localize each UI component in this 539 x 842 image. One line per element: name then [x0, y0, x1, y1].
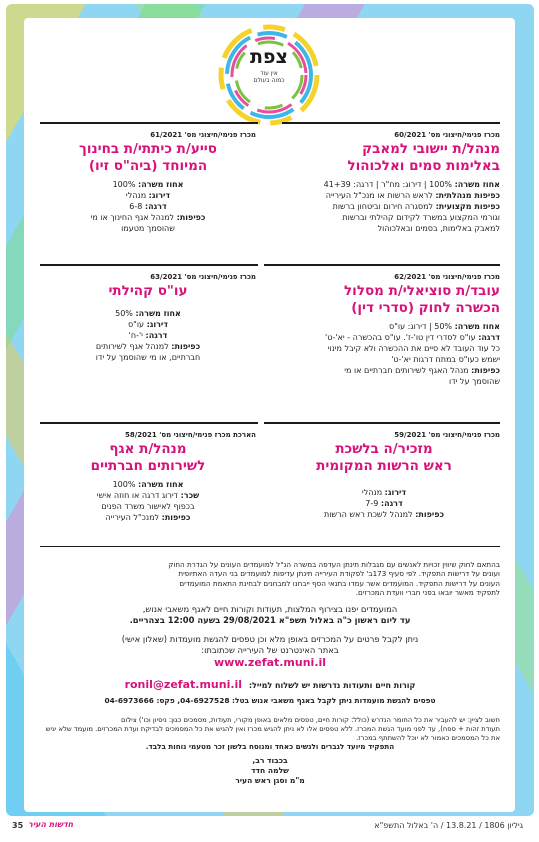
tender-title-line: המיוחד (ביה"ס זיו): [88, 158, 208, 174]
tender-detail: כפיפות: למנכ"ל העירייה: [105, 513, 191, 522]
tender-number: מכרז פנימי/חיצוני מס' 62/2021: [394, 273, 500, 281]
tender-detail: אחוז משרה: 100%: [112, 480, 184, 489]
divider: [40, 422, 258, 424]
tender-title-line: עובד/ת סוציאלי/ת מסלול: [344, 283, 500, 299]
divider: [40, 122, 258, 124]
tender-title-line: מנהל/ת יישובי למאבק: [362, 141, 500, 157]
tender-card-58: [40, 431, 256, 523]
tender-detail: בכפוף לאישור משרד הפנים: [101, 502, 195, 511]
important-line: תעודת זהות + ספח), עד לפני מועד הגשת המכרז. ללא טפסים אלו לא ניתן להגיש מכרז ואין להגיש את כל המסמכים לבדיקת ועדת המכרזים. מועמד שלא יגיש את כל המסמכים כאמור לא יוכל להשתתף במכרז.: [45, 725, 500, 742]
divider: [282, 122, 500, 124]
tender-detail: אחוז משרה: 100%: [112, 180, 184, 189]
tender-title-line: עו"ס קהילתי: [108, 283, 188, 299]
tender-card-59: [268, 431, 500, 520]
tender-detail: אחוז משרה: 100% | דירוג: מח"ר | דרגה: 41+39: [323, 180, 500, 189]
website-link[interactable]: www.zefat.muni.il: [213, 656, 327, 669]
page-number: 35: [12, 821, 24, 830]
signature-name: שלמה חדד: [251, 766, 289, 775]
tender-title: [268, 141, 500, 175]
email-link[interactable]: ronil@zefat.muni.il: [124, 678, 243, 691]
tender-title-line: מנהל/ת אגף: [109, 441, 187, 457]
tender-card-60: [268, 131, 500, 234]
divider: [264, 264, 500, 266]
tender-title-line: באלימות סמים ואלכוהול: [347, 158, 500, 174]
divider: [264, 422, 500, 424]
tender-number: מכרז פנימי/חיצוני מס' 63/2021: [150, 273, 256, 281]
email-line: [40, 678, 500, 691]
tender-detail: וגורמי המקצוע במשרד לקידום קהילתי וברשות: [342, 213, 500, 222]
phone-line: טפסים להגשת מועמדות ניתן לקבל באגף משאבי אנוש בטל: 04-6927528, פקס: 04-6973666: [104, 696, 436, 705]
logo-slogan-line-2: כמוה בעולם: [253, 77, 285, 84]
tender-detail: כפיפות מנהלתית: לראש הרשות או מנכ"ל העירייה: [325, 191, 500, 200]
tender-detail: דרגה: עו"ס לסדרי דין טו'-ז'. עו"ס בהכשרה - יא'-ט': [325, 333, 500, 342]
tender-detail: כפיפות: מנהל האגף לשירותים חברתיים או מי: [344, 366, 500, 375]
tender-title-line: ראש הרשות המקומית: [316, 458, 452, 474]
tender-detail: כפיפות: למנהל אגף החינוך או מי: [90, 213, 206, 222]
tender-title-line: לשירותים חברתיים: [90, 458, 206, 474]
tender-detail: למאבק באלימות, בסמים ובאלכוהול: [377, 224, 500, 233]
tender-detail: חברתיים, או מי שהוסמך על ידו: [95, 353, 201, 362]
tender-number: מכרז פנימי/חיצוני מס' 60/2021: [394, 131, 500, 139]
tender-detail: שכר: דירוג דרגה או חוזה אישי: [96, 491, 200, 500]
submission-instructions: [40, 604, 500, 626]
equal-opportunity-notice: [40, 560, 500, 597]
logo-wordmark: צפת: [250, 46, 288, 68]
tender-detail: כפיפות: למנהל לשכת ראש הרשות: [323, 510, 445, 519]
tender-detail: דירוג: מנהלי: [361, 488, 407, 497]
page-footer: [0, 818, 539, 836]
tender-detail: כפיפות מקצועית: למסגרה חירום וביטחון ברשות: [332, 202, 500, 211]
gender-note: התפקיד מיועד לגברים ולנשים כאחד ומנוסח בלשון זכר מטעמי נוחות בלבד.: [145, 742, 395, 751]
tender-detail: אחוז משרה: 50%: [115, 309, 181, 318]
tender-detail: ישמש כעו"ס במתח דרגות יא'-ט': [391, 355, 500, 364]
issue-info: גיליון 1806 / 13.8.21 / ה' באלול התשפ"א: [374, 821, 523, 830]
forms-line: באתר האינטרנט של העירייה שכתובתו:: [201, 645, 339, 655]
signature: [40, 756, 500, 786]
tender-card-62: [268, 273, 500, 387]
tender-title: [40, 283, 256, 300]
notice-line: בהתאם לחוק שיווין זכויות לאנשים עם מגבלות תינתן העדפה במשרה הנ"ל למועמדים העונים על הגדרת החוק: [168, 560, 500, 569]
tender-title: [268, 283, 500, 317]
tender-number: מכרז פנימי/חיצוני מס' 59/2021: [394, 431, 500, 439]
tender-number: מכרז פנימי/חיצוני מס' 61/2021: [150, 131, 256, 139]
brand-logo: חדשות העיר: [28, 820, 74, 829]
divider: [40, 264, 258, 266]
notice-line: לתפקיד מאשר יובאו בפני חברי וועדת המכרזים.: [355, 587, 500, 597]
forms-line: ניתן לקבל פרטים על המכרזים באופן מלא וכן טפסים להגשת מועמדות (שאלון אישי): [121, 634, 419, 644]
tender-title: [268, 441, 500, 475]
tender-title-line: מזכיר/ה בלשכת: [335, 441, 433, 457]
notice-line: העונים על דרישות התפקיד. המועמדים אשר עמדו בתנאי הסף ייבחנו למבחנים לבחינת התאמת המועמדים: [179, 578, 500, 588]
tender-title: [40, 141, 256, 175]
email-label: קורות חיים ותעודות נדרשות יש לשלוח למייל:: [248, 681, 416, 690]
tender-card-61: [40, 131, 256, 234]
tender-number: הארכת מכרז פנימי/חיצוני מס' 58/2021: [124, 431, 256, 439]
forms-info: [40, 634, 500, 656]
submission-line: המועמדים יפנו בצירוף המלצות, תעודות וקורות חיים לאגף משאבי אנוש,: [142, 604, 398, 614]
notice-line: ועונים על דרישות התפקיד. לפי סעיף 173ב' לפקודת העירייה תינתן עדיפות למועמדים בני העדה האתיופית: [178, 569, 500, 579]
tender-detail: דירוג: עו"ס: [127, 320, 168, 329]
tender-title-line: סייע/ת כיתתי/ת בחינוך: [79, 141, 217, 157]
logo-slogan: [218, 70, 320, 84]
tender-detail: דירוג: מנהלי: [125, 191, 171, 200]
signature-role: מ"מ וסגן ראש העיר: [235, 776, 305, 785]
tender-title: [40, 441, 256, 475]
tender-card-63: [40, 273, 256, 363]
tender-detail: אחוז משרה: 50% | דירוג: עו"ס: [389, 322, 500, 331]
signature-greeting: בכבוד רב,: [252, 756, 288, 765]
tender-detail: דרגה: י'-ח': [128, 331, 168, 340]
tender-detail: דרגה: 7-9: [365, 499, 403, 508]
tender-title-line: הכשרה לחוק (סדרי דין): [351, 300, 500, 316]
important-note: [40, 716, 500, 743]
tender-detail: כפיפות: למנהל אגף לשירותים: [95, 342, 201, 351]
tender-detail: שהוסמך על ידו: [449, 377, 500, 386]
important-line: חשוב לציין: יש להעביר את כל החומר הנדרש (כולל: קורות חיים, טפסים מלאים באופן מקורי, תעודות, מסמכים כגון: ניסיון וכו') צילום: [120, 716, 500, 724]
submission-deadline: עד ליום ראשון כ"ה באלול תשפ"א 29/08/2021 בשעה 12:00 בצהריים.: [129, 615, 411, 625]
logo-slogan-line-1: אין עוד: [260, 70, 278, 77]
tender-detail: שהוסמך מטעמו: [121, 224, 175, 233]
tender-detail: כל עוד העובד לא סיים את ההכשרה ולא קיבל מינוי: [327, 344, 500, 353]
tender-detail: דרגה: 6-8: [129, 202, 167, 211]
divider: [40, 546, 500, 547]
